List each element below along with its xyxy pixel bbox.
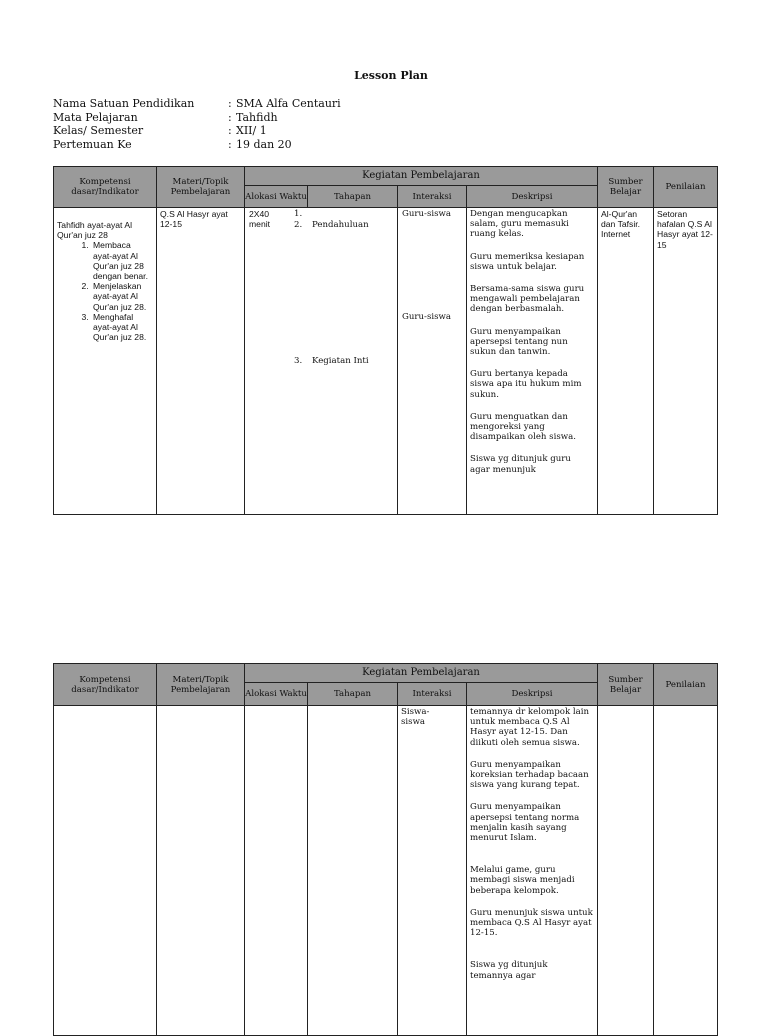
header-kegiatan: Kegiatan Pembelajaran: [245, 664, 598, 683]
alokasi-value: [249, 209, 270, 229]
header-interaksi: Interaksi: [398, 186, 467, 208]
deskripsi-paragraph: temannya dr kelompok lain untuk membaca Q.S Al Hasyr ayat 12-15. Dan diikuti oleh semua siswa.: [470, 707, 590, 748]
indicator-item: 1. Membaca ayat-ayat Al Qur'an juz 28 dengan benar.: [91, 240, 152, 281]
header-materi: Materi/Topik Pembelajaran: [157, 664, 245, 706]
info-label: Nama Satuan Pendidikan: [53, 97, 195, 110]
step-number: 2.: [294, 220, 303, 230]
step-number: 3.: [294, 356, 303, 366]
materi-cell: [157, 208, 245, 515]
header-kompetensi: Kompetensi dasar/Indikator: [54, 664, 157, 706]
header-kompetensi: Kompetensi dasar/Indikator: [54, 167, 157, 208]
deskripsi-paragraph: Guru memeriksa kesiapan siswa untuk belajar.: [470, 251, 585, 272]
sumber-text: Al-Qur'an dan Tafsir. Internet: [601, 209, 641, 240]
header-interaksi: Interaksi: [398, 683, 467, 706]
indicator-item: 3. Menghafal ayat-ayat Al Qur'an juz 28.: [91, 312, 152, 343]
tahapan-cell: [308, 706, 398, 1036]
info-row-class: [53, 124, 341, 138]
deskripsi-paragraph: Siswa yg ditunjuk guru agar menunjuk: [470, 454, 571, 475]
deskripsi-cell: [467, 706, 598, 1036]
deskripsi-paragraph: Guru menyampaikan apersepsi tentang nun sukun dan tanwin.: [470, 326, 568, 358]
interaksi-cell: [398, 706, 467, 1036]
deskripsi-paragraph: Guru bertanya kepada siswa apa itu hukum mim sukun.: [470, 369, 582, 400]
info-colon: :: [228, 124, 232, 138]
penilaian-text: Setoran hafalan Q.S Al Hasyr ayat 12-15: [657, 209, 713, 250]
info-row-meeting: [53, 138, 341, 152]
indicator-item: 2. Menjelaskan ayat-ayat Al Qur'an juz 28.: [91, 281, 152, 312]
info-colon: :: [228, 137, 232, 151]
info-value: SMA Alfa Centauri: [236, 97, 341, 110]
tahap-inti: Kegiatan Inti: [312, 356, 369, 366]
deskripsi-paragraph: Guru menunjuk siswa untuk membaca Q.S Al Hasyr ayat 12-15.: [470, 907, 593, 939]
indicator-list: [57, 240, 152, 342]
step-number: 1.: [294, 209, 303, 219]
interaksi-value: Siswa-siswa: [401, 707, 430, 728]
header-deskripsi: Deskripsi: [467, 683, 598, 706]
alokasi-cell: [245, 706, 308, 1036]
header-materi: Materi/Topik Pembelajaran: [157, 167, 245, 208]
info-label: Mata Pelajaran: [53, 110, 138, 124]
alokasi-line: 2X40: [249, 209, 270, 219]
info-label: Kelas/ Semester: [53, 124, 144, 138]
deskripsi-cell: [467, 208, 598, 515]
info-colon: :: [228, 110, 232, 124]
alokasi-tahapan-cell: [245, 208, 398, 515]
deskripsi-paragraph: Melalui game, guru membagi siswa menjadi beberapa kelompok.: [470, 865, 575, 896]
header-sumber: Sumber Belajar: [598, 664, 654, 706]
info-value: 19 dan 20: [236, 137, 292, 151]
header-alokasi: Alokasi Waktu: [245, 186, 308, 208]
alokasi-line: menit: [249, 219, 271, 230]
sumber-cell: [598, 706, 654, 1036]
deskripsi-paragraph: Dengan mengucapkan salam, guru memasuki ruang kelas.: [470, 209, 569, 240]
info-label: Pertemuan Ke: [53, 137, 132, 151]
header-sumber: Sumber Belajar: [598, 167, 654, 208]
deskripsi-paragraph: Guru menyampaikan apersepsi tentang norma menjalin kasih sayang menurut Islam.: [470, 802, 580, 844]
info-value: Tahfidh: [236, 110, 278, 124]
materi-cell: [157, 706, 245, 1036]
sumber-cell: [598, 208, 654, 515]
info-colon: :: [228, 97, 232, 110]
deskripsi-paragraph: Guru menyampaikan koreksian terhadap bacaan siswa yang kurang tepat.: [470, 759, 589, 791]
penilaian-cell: [654, 208, 718, 515]
interaksi-cell: [398, 208, 467, 515]
lesson-table-page-2: [53, 663, 718, 1036]
deskripsi-paragraph: Siswa yg ditunjuk temannya agar: [470, 960, 548, 981]
penilaian-cell: [654, 706, 718, 1036]
document-title: Lesson Plan: [354, 69, 428, 82]
deskripsi-paragraph: Bersama-sama siswa guru mengawali pembelajaran dengan berbasmalah.: [470, 284, 585, 315]
info-row-subject: [53, 111, 341, 125]
header-tahapan: Tahapan: [308, 683, 398, 706]
header-kegiatan: Kegiatan Pembelajaran: [245, 167, 598, 186]
materi-text: Q.S Al Hasyr ayat 12-15: [160, 209, 228, 230]
header-info: [53, 97, 341, 151]
kompetensi-cell: [54, 706, 157, 1036]
interaksi-value: Guru-siswa: [402, 209, 451, 219]
header-tahapan: Tahapan: [308, 186, 398, 208]
tahap-pendahuluan: Pendahuluan: [312, 220, 369, 230]
kompetensi-cell: [54, 208, 157, 515]
interaksi-value: Guru-siswa: [402, 312, 451, 322]
kompetensi-intro: Tahfidh ayat-ayat Al Qur'an juz 28: [57, 220, 133, 241]
header-penilaian: Penilaian: [654, 167, 718, 208]
lesson-table-page-1: [53, 166, 718, 515]
header-deskripsi: Deskripsi: [467, 186, 598, 208]
deskripsi-paragraph: Guru menguatkan dan mengoreksi yang disampaikan oleh siswa.: [470, 411, 576, 443]
info-value: XII/ 1: [236, 124, 267, 138]
header-alokasi: Alokasi Waktu: [245, 683, 308, 706]
header-penilaian: Penilaian: [654, 664, 718, 706]
info-row-school: [53, 97, 341, 111]
